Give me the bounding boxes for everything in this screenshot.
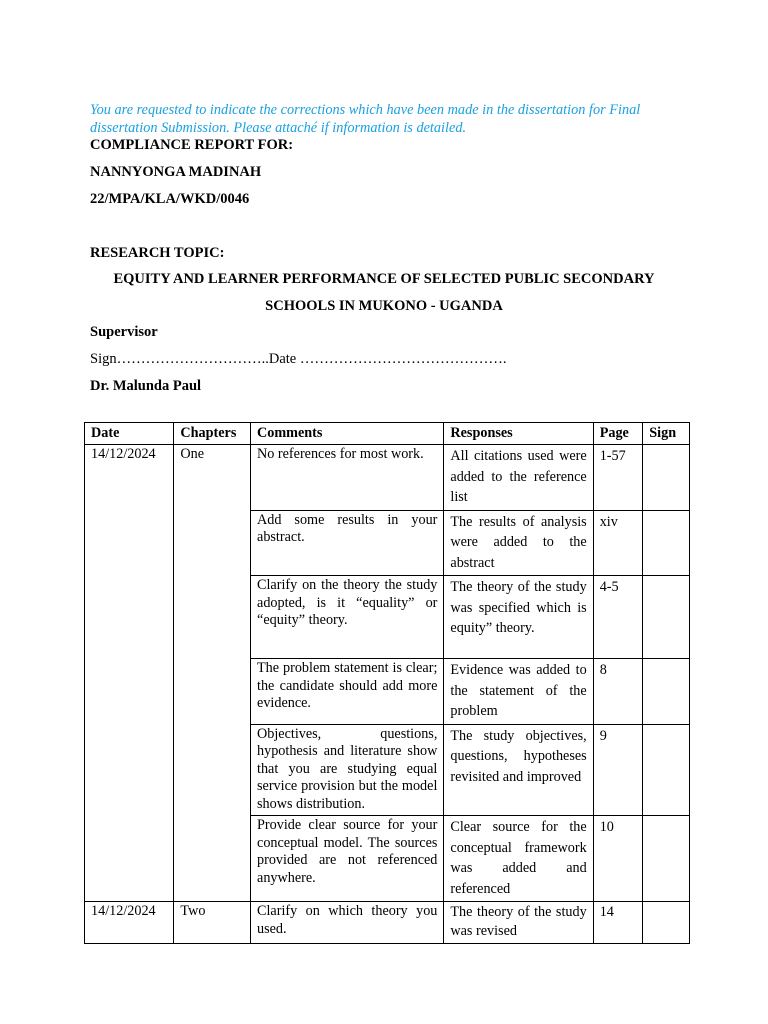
sign-cell xyxy=(643,724,690,816)
comment-cell: The problem statement is clear; the candidate should add more evidence. xyxy=(251,659,444,725)
header-responses: Responses xyxy=(444,423,593,445)
sign-cell xyxy=(643,576,690,659)
chapter-cell: Two xyxy=(174,902,251,944)
page-cell: 10 xyxy=(593,816,643,902)
sign-cell xyxy=(643,659,690,725)
sign-date-line: Sign…………………………..Date ……………………………………. xyxy=(90,351,507,367)
sign-cell xyxy=(643,445,690,511)
student-name: NANNYONGA MADINAH xyxy=(90,164,262,180)
response-cell: Clear source for the conceptual framework was added and referenced xyxy=(444,816,593,902)
header-chapters: Chapters xyxy=(174,423,251,445)
comment-cell: No references for most work. xyxy=(251,445,444,511)
header-sign: Sign xyxy=(643,423,690,445)
table-header-row xyxy=(85,423,690,445)
response-cell: The study objectives, questions, hypotheses revisited and improved xyxy=(444,724,593,816)
registration-number: 22/MPA/KLA/WKD/0046 xyxy=(90,191,250,207)
response-cell: The results of analysis were added to the abstract xyxy=(444,510,593,576)
table-row xyxy=(85,902,690,944)
sign-cell xyxy=(643,816,690,902)
chapter-cell: One xyxy=(174,445,251,902)
table-row xyxy=(85,445,690,511)
response-cell: All citations used were added to the reference list xyxy=(444,445,593,511)
comment-cell: Clarify on the theory the study adopted, is it “equality” or “equity” theory. xyxy=(251,576,444,659)
page-cell: 1-57 xyxy=(593,445,643,511)
header-date: Date xyxy=(85,423,174,445)
comment-cell: Clarify on which theory you used. xyxy=(251,902,444,944)
sign-cell xyxy=(643,902,690,944)
date-cell: 14/12/2024 xyxy=(85,902,174,944)
page-cell: 9 xyxy=(593,724,643,816)
supervisor-label: Supervisor xyxy=(90,324,158,340)
response-cell: The theory of the study was specified which is equity” theory. xyxy=(444,576,593,659)
topic-line-2: SCHOOLS IN MUKONO - UGANDA xyxy=(265,298,503,314)
comment-cell: Provide clear source for your conceptual model. The sources provided are not referenced anywhere. xyxy=(251,816,444,902)
header-comments: Comments xyxy=(251,423,444,445)
comment-cell: Objectives, questions, hypothesis and literature show that you are studying equal service provision but the model shows distribution. xyxy=(251,724,444,816)
page-cell: 4-5 xyxy=(593,576,643,659)
topic-label: RESEARCH TOPIC: xyxy=(90,245,225,261)
report-title: COMPLIANCE REPORT FOR: xyxy=(90,137,294,153)
corrections-table xyxy=(84,422,690,944)
date-cell: 14/12/2024 xyxy=(85,445,174,902)
page-cell: xiv xyxy=(593,510,643,576)
comment-cell: Add some results in your abstract. xyxy=(251,510,444,576)
sign-cell xyxy=(643,510,690,576)
response-cell: The theory of the study was revised xyxy=(444,902,593,944)
supervisor-name: Dr. Malunda Paul xyxy=(90,378,202,394)
page-cell: 14 xyxy=(593,902,643,944)
topic-line-1: EQUITY AND LEARNER PERFORMANCE OF SELECTED PUBLIC SECONDARY xyxy=(113,271,655,287)
header-page: Page xyxy=(593,423,643,445)
instruction-note: You are requested to indicate the corrections which have been made in the dissertation for Final dissertation Submission. Please attaché if information is detailed. xyxy=(90,102,641,136)
response-cell: Evidence was added to the statement of the problem xyxy=(444,659,593,725)
page-cell: 8 xyxy=(593,659,643,725)
